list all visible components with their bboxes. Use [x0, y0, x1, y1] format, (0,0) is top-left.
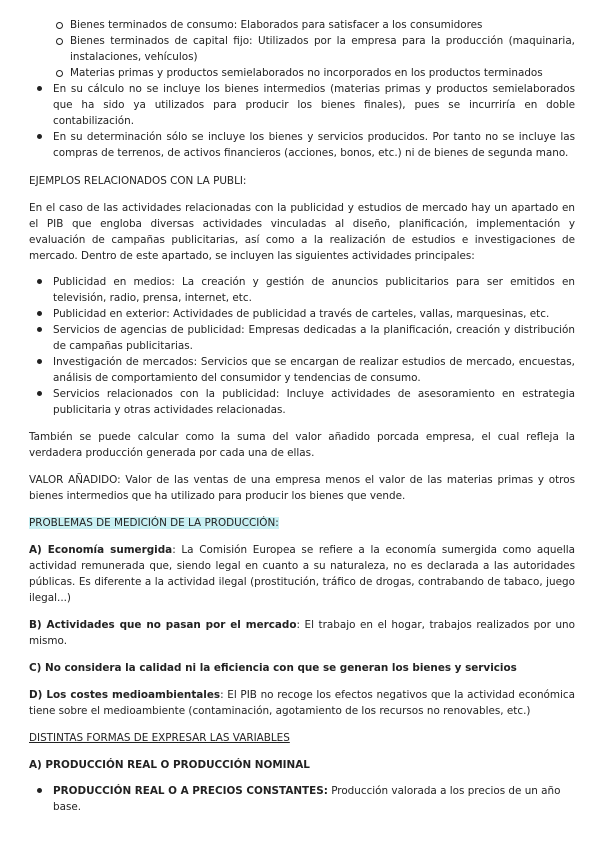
item-a-title: A) Economía sumergida: [29, 544, 173, 556]
item-b-title: B) Actividades que no pasan por el mercado: [29, 619, 297, 631]
list-item: Bienes terminados de consumo: Elaborados para satisfacer a los consumidores: [29, 17, 575, 33]
list-item: [29, 783, 575, 815]
list-item: En su determinación sólo se incluye los bienes y servicios producidos. Por tanto no se incluye las compras de terrenos, de activos financieros (acciones, bonos, etc.) ni de bienes de segunda mano.: [29, 129, 575, 161]
list-item: En su cálculo no se incluye los bienes intermedios (materias primas y productos semielaborados que ha sido ya utilizados para producir los bienes finales), pues se incurriría en doble contabilización.: [29, 81, 575, 129]
formas-heading: DISTINTAS FORMAS DE EXPRESAR LAS VARIABLES: [29, 732, 290, 744]
item-d-title: D) Los costes medioambientales: [29, 689, 221, 701]
ejemplos-heading: EJEMPLOS RELACIONADOS CON LA PUBLI:: [29, 175, 247, 187]
item-d-paragraph: [29, 687, 575, 719]
produccion-heading-text: A) PRODUCCIÓN REAL O PRODUCCIÓN NOMINAL: [29, 759, 310, 771]
calculation-notes-list: [29, 81, 575, 161]
real-title: PRODUCCIÓN REAL O A PRECIOS CONSTANTES:: [53, 785, 328, 797]
list-item: Servicios de agencias de publicidad: Empresas dedicadas a la planificación, creación y distribución de campañas publicitarias.: [29, 322, 575, 354]
added-value-sum-paragraph: También se puede calcular como la suma del valor añadido porcada empresa, el cual refleja la verdadera producción generada por cada una de ellas.: [29, 431, 575, 459]
list-item: Materias primas y productos semielaborados no incorporados en los productos terminados: [29, 65, 575, 81]
item-c-paragraph: [29, 660, 575, 676]
capital-goods-sublist: [29, 17, 575, 81]
valor-anadido-definition: VALOR AÑADIDO: Valor de las ventas de una empresa menos el valor de las materias primas y otros bienes intermedios que ha utilizado para producir los bienes que vende.: [29, 474, 575, 502]
item-b-paragraph: [29, 617, 575, 649]
produccion-real-list: [29, 783, 575, 815]
item-a-text: : La Comisión Europea se refiere a la economía sumergida como aquella actividad remunerada que, siendo legal en cuanto a su naturaleza, no es declarada a las autoridades públicas. Es diferente a la actividad ilegal (prostitución, tráfico de drogas, contrabando de tabaco, juego ilegal...): [29, 544, 575, 604]
list-item: Servicios relacionados con la publicidad: Incluye actividades de asesoramiento en estrategia publicitaria y otras actividades relacionadas.: [29, 386, 575, 418]
publicity-activities-list: [29, 274, 575, 418]
list-item: Publicidad en medios: La creación y gestión de anuncios publicitarios para ser emitidos en televisión, radio, prensa, internet, etc.: [29, 274, 575, 306]
document-page: [29, 17, 575, 815]
list-item: Investigación de mercados: Servicios que se encargan de realizar estudios de mercado, encuestas, análisis de comportamiento del consumidor y tendencias de consumo.: [29, 354, 575, 386]
ejemplos-intro: En el caso de las actividades relacionadas con la publicidad y estudios de mercado hay un apartado en el PIB que engloba diversas actividades vinculadas al diseño, planificación, implementación y evaluación de campañas publicitarias, así como a la realización de estudios e investigaciones de mercado. Dentro de este apartado, se incluyen las siguientes actividades principales:: [29, 202, 575, 262]
produccion-heading: [29, 757, 575, 773]
item-a-paragraph: [29, 542, 575, 606]
real-text: Producción valorada a los precios de un año base.: [53, 785, 561, 813]
item-d-text: : El PIB no recoge los efectos negativos que la actividad económica tiene sobre el medioambiente (contaminación, agotamiento de los recursos no renovables, etc.): [29, 689, 575, 717]
item-b-text: : El trabajo en el hogar, trabajos realizados por uno mismo.: [29, 619, 575, 647]
highlighted-heading-text: PROBLEMAS DE MEDICIÓN DE LA PRODUCCIÓN:: [29, 517, 279, 529]
list-item: Bienes terminados de capital fijo: Utilizados por la empresa para la producción (maquinaria, instalaciones, vehículos): [29, 33, 575, 65]
list-item: Publicidad en exterior: Actividades de publicidad a través de carteles, vallas, marquesinas, etc.: [29, 306, 575, 322]
problemas-heading: [29, 515, 575, 531]
item-c-title: C) No considera la calidad ni la eficiencia con que se generan los bienes y servicios: [29, 662, 517, 674]
